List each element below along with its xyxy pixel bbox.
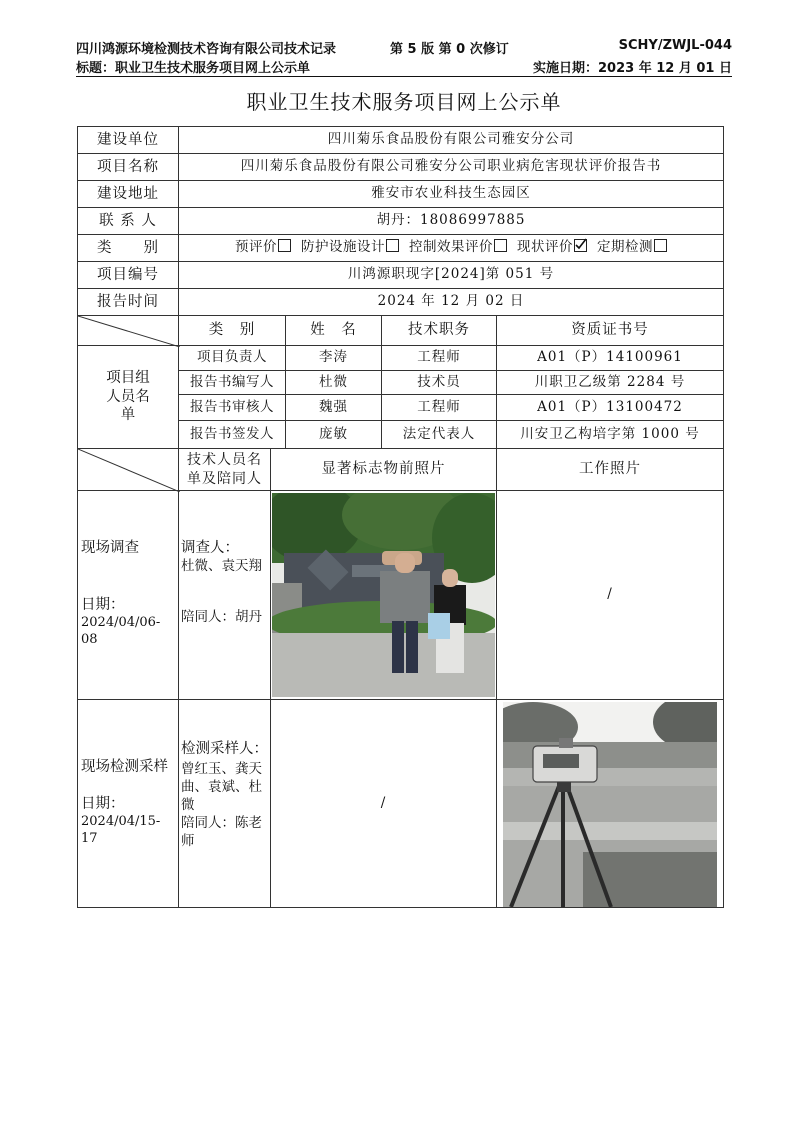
sampling-work-photo-cell [496,699,724,908]
field-diagonal-cell [77,448,179,491]
sampling-date: 2024/04/15-17 [81,813,161,846]
page-title: 职业卫生技术服务项目网上公示单 [246,90,562,114]
category-option-label: 防护设施设计 [301,239,385,256]
survey-sign-photo-cell [270,490,497,700]
team-role: 报告书编写人 [178,370,286,395]
team-header-category: 类 别 [178,315,286,346]
survey-staff-cell [178,490,271,700]
survey-escort: 陪同人：胡丹 [181,609,262,626]
checkbox-empty-icon [278,239,291,252]
version: 第 5 版 第 0 次修订 [390,42,509,57]
checkbox-empty-icon [654,239,667,252]
category-option [235,239,301,255]
sampling-escort: 陪同人：陈老师 [181,815,262,850]
diagonal-line [78,449,180,492]
samplers: 曾红玉、龚天曲、袁斌、杜微 [181,760,262,813]
team-role: 项目负责人 [178,345,286,371]
category-option [409,239,517,255]
team-header-name: 姓 名 [285,315,382,346]
header-line-1 [76,38,732,56]
checkbox-empty-icon [386,239,399,252]
value-address: 雅安市农业科技生态园区 [178,180,724,208]
team-header-title: 技术职务 [381,315,497,346]
team-member-title: 工程师 [381,394,497,421]
header-sign-photo: 显著标志物前照片 [270,448,497,491]
team-member-cert: 川安卫乙构培字第 1000 号 [496,420,724,449]
label-report-time: 报告时间 [77,288,179,316]
value-contact: 胡丹：18086997885 [178,207,724,235]
sampler-label: 检测采样人： [181,741,268,757]
survey-date: 2024/04/06-08 [81,614,161,647]
team-member-cert: A01（P）13100472 [496,394,724,421]
header-line-2 [76,57,732,75]
team-role: 报告书签发人 [178,420,286,449]
team-member-name: 魏强 [285,394,382,421]
doc-code: SCHY/ZWJL-044 [618,38,732,53]
company-record: 四川鸿源环境检测技术咨询有限公司技术记录 [76,42,337,57]
header-staff: 技术人员名单及陪同人 [178,448,271,491]
team-group-label: 项目组人员名单 [77,345,179,449]
team-member-name: 杜微 [285,370,382,395]
value-report-time: 2024 年 12 月 02 日 [178,288,724,316]
team-member-cert: 川职卫乙级第 2284 号 [496,370,724,395]
team-role: 报告书审核人 [178,394,286,421]
sampling-date-label: 日期： [81,795,125,812]
category-options [178,234,724,262]
diagonal-line [78,316,180,347]
label-project-name: 项目名称 [77,153,179,181]
sampling-label: 现场检测采样 [81,759,168,775]
category-option-label: 定期检测 [597,239,653,256]
team-diagonal-cell [77,315,179,346]
value-project-code: 川鸿源职现字[2024]第 051 号 [178,261,724,289]
category-option-label: 控制效果评价 [409,239,493,256]
work-photo-image [503,702,717,907]
team-header-cert: 资质证书号 [496,315,724,346]
investigator-label: 调查人： [181,540,239,556]
sampling-staff-cell [178,699,271,908]
team-member-name: 李涛 [285,345,382,371]
effective-date: 实施日期：2023 年 12 月 01 日 [533,61,732,76]
team-member-title: 技术员 [381,370,497,395]
survey-work-photo-cell: / [496,490,724,700]
team-member-title: 法定代表人 [381,420,497,449]
label-unit: 建设单位 [77,126,179,154]
label-contact: 联 系 人 [77,207,179,235]
category-option-label: 预评价 [235,239,277,256]
header-rule [76,76,732,77]
category-option [597,239,667,255]
form-table [77,126,724,908]
label-address: 建设地址 [77,180,179,208]
team-member-cert: A01（P）14100961 [496,345,724,371]
survey-label: 现场调查 [81,540,139,556]
survey-date-label: 日期： [81,596,125,613]
sign-photo-image [272,493,495,697]
label-category: 类 别 [77,234,179,262]
investigators: 杜微、袁天翔 [181,557,262,574]
sampling-sign-photo-cell: / [270,699,497,908]
category-option [301,239,409,255]
category-option-label: 现状评价 [517,239,573,256]
category-checkbox-list [235,239,667,257]
value-project-name: 四川菊乐食品股份有限公司雅安分公司职业病危害现状评价报告书 [178,153,724,181]
label-project-code: 项目编号 [77,261,179,289]
checkbox-empty-icon [494,239,507,252]
header-work-photo: 工作照片 [496,448,724,491]
survey-cell [77,490,179,700]
category-option [517,239,597,255]
checkbox-checked-icon [574,239,587,252]
subject: 标题：职业卫生技术服务项目网上公示单 [76,61,311,76]
sampling-cell [77,699,179,908]
team-member-name: 庞敏 [285,420,382,449]
value-unit: 四川菊乐食品股份有限公司雅安分公司 [178,126,724,154]
team-member-title: 工程师 [381,345,497,371]
